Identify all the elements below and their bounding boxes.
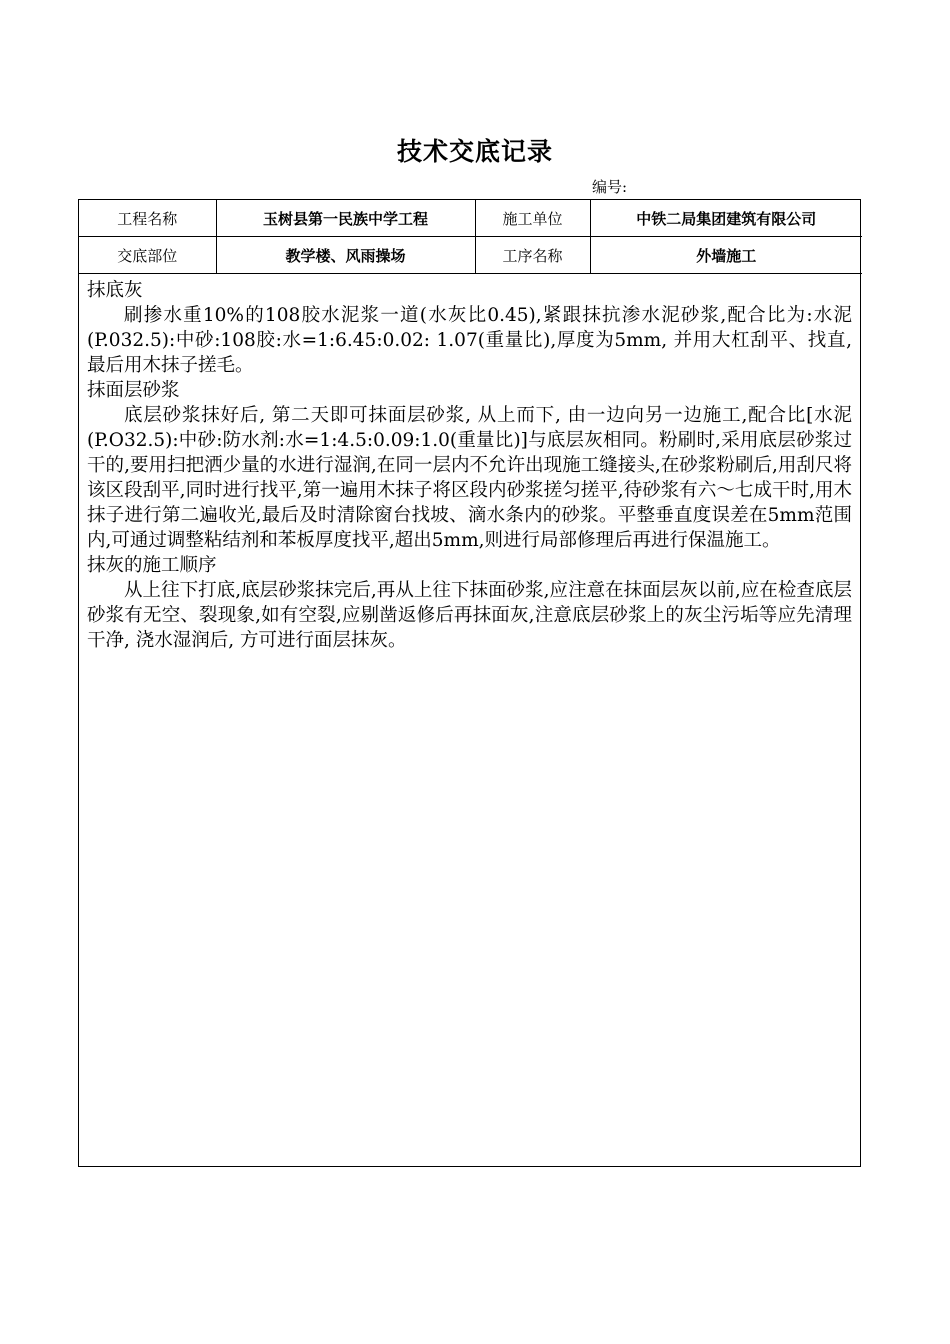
section-text-sequence: 从上往下打底,底层砂浆抹完后,再从上往下抹面砂浆,应注意在抹面层灰以前,应在检查底层砂浆有无空、裂现象,如有空裂,应剔凿返修后再抹面灰,注意底层砂浆上的灰尘污垢等应先清理干净, 浇水湿润后, 方可进行面层抹灰。 [87,580,852,651]
handover-part-value: 教学楼、风雨操场 [216,237,475,274]
section-heading-sequence: 抹灰的施工顺序 [87,555,217,576]
header-row-project [79,200,862,237]
section-heading-finish-coat: 抹面层砂浆 [87,380,180,401]
document-number-label: 编号: [592,178,628,196]
handover-content [79,274,860,653]
project-name-value: 玉树县第一民族中学工程 [216,200,475,237]
handover-record-form [78,199,861,1167]
project-name-label: 工程名称 [79,200,216,237]
section-text-base-coat: 刷掺水重10%的108胶水泥浆一道(水灰比0.45),紧跟抹抗渗水泥砂浆,配合比为:水泥(P.032.5):中砂:108胶:水=1:6.45:0.02: 1.07(重量比),厚度为5mm, 并用大杠刮平、找直, 最后用木抹子搓毛。 [87,305,852,376]
handover-part-label: 交底部位 [79,237,216,274]
process-name-value: 外墙施工 [590,237,862,274]
construction-unit-label: 施工单位 [475,200,590,237]
process-name-label: 工序名称 [475,237,590,274]
header-table [79,200,862,274]
section-heading-base-coat: 抹底灰 [87,280,143,301]
document-title: 技术交底记录 [396,137,553,166]
section-text-finish-coat: 底层砂浆抹好后, 第二天即可抹面层砂浆, 从上而下, 由一边向另一边施工,配合比[水泥(P.O32.5):中砂:防水剂:水=1:4.5:0.09:1.0(重量比)]与底层灰相同。粉刷时,采用底层砂浆过干的,要用扫把洒少量的水进行湿润,在同一层内不允许出现施工缝接头,在砂浆粉刷后,用刮尺将该区段刮平,同时进行找平,第一遍用木抹子将区段内砂浆搓匀搓平,待砂浆有六～七成干时,用木抹子进行第二遍收光,最后及时清除窗台找坡、滴水条内的砂浆。平整垂直度误差在5mm范围内,可通过调整粘结剂和苯板厚度找平,超出5mm,则进行局部修理后再进行保温施工。 [87,405,852,551]
construction-unit-value: 中铁二局集团建筑有限公司 [590,200,862,237]
header-row-part [79,237,862,274]
